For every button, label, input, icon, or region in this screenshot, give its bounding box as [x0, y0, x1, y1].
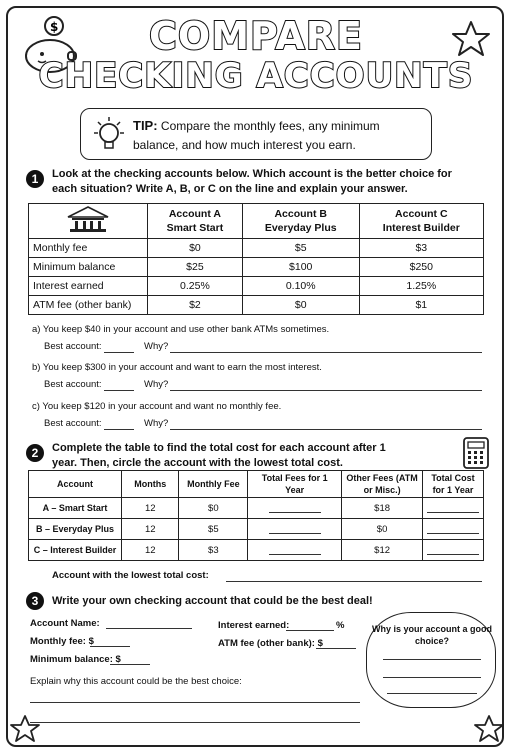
- title-line-1: COMPARE: [149, 14, 363, 58]
- cell: A – Smart Start: [29, 498, 122, 519]
- cell: 12: [122, 519, 179, 540]
- monthly-fee-line[interactable]: [90, 646, 130, 647]
- cell: 0.25%: [148, 277, 243, 296]
- row-label: Minimum balance: [29, 258, 148, 277]
- table-row: [29, 519, 484, 540]
- cell: C – Interest Builder: [29, 540, 122, 561]
- section-number-2: 2: [26, 444, 44, 462]
- section-3-instruction: Write your own checking account that could be the best deal!: [52, 595, 373, 607]
- why-label: Why?: [144, 379, 169, 390]
- cell: 12: [122, 498, 179, 519]
- bubble-line[interactable]: [383, 659, 481, 660]
- min-balance-label: Minimum balance: $: [30, 654, 121, 665]
- section-number-3: 3: [26, 592, 44, 610]
- best-account-label: Best account:: [44, 418, 102, 429]
- cell: $250: [359, 258, 483, 277]
- col-total-fees: Total Fees for 1 Year: [248, 471, 342, 498]
- lowest-cost-line[interactable]: [226, 581, 482, 582]
- tip-text: [133, 116, 423, 155]
- bubble-prompt: [367, 623, 497, 647]
- bubble-text: Why is your account a good choice?: [371, 624, 492, 646]
- total-cost-table: [28, 470, 484, 561]
- col-account-b: [242, 204, 359, 239]
- cell: $1: [359, 296, 483, 315]
- account-name-line[interactable]: [106, 628, 192, 629]
- cell: $5: [179, 519, 248, 540]
- col-b-line2: Everyday Plus: [264, 222, 337, 234]
- col-account-a: [148, 204, 243, 239]
- table-row: [29, 277, 484, 296]
- total-cost-input[interactable]: [423, 540, 484, 561]
- title-line-2: CHECKING ACCOUNTS: [38, 56, 474, 96]
- explanation-line[interactable]: [170, 429, 482, 430]
- col-c-line2: Interest Builder: [382, 222, 460, 234]
- star-icon: [10, 714, 40, 744]
- total-cost-input[interactable]: [423, 498, 484, 519]
- cell: $3: [179, 540, 248, 561]
- explain-line[interactable]: [30, 702, 360, 703]
- col-c-line1: Account C: [395, 208, 448, 220]
- explain-line[interactable]: [30, 722, 360, 723]
- svg-text:$: $: [50, 20, 59, 34]
- star-icon: [474, 714, 504, 744]
- cell: $0: [342, 519, 423, 540]
- bank-icon: [66, 205, 110, 233]
- interest-line[interactable]: [286, 630, 334, 631]
- percent-sign: %: [336, 620, 345, 631]
- row-label: Interest earned: [29, 277, 148, 296]
- cell: $0: [242, 296, 359, 315]
- bubble-line[interactable]: [383, 677, 481, 678]
- total-fees-input[interactable]: [248, 540, 342, 561]
- cell: 1.25%: [359, 277, 483, 296]
- col-months: Months: [122, 471, 179, 498]
- answer-line[interactable]: [104, 429, 134, 430]
- cell: $25: [148, 258, 243, 277]
- monthly-fee-label: Monthly fee: $: [30, 636, 94, 647]
- total-fees-input[interactable]: [248, 519, 342, 540]
- table-row: [29, 258, 484, 277]
- answer-line[interactable]: [104, 352, 134, 353]
- why-label: Why?: [144, 418, 169, 429]
- table-row: [29, 239, 484, 258]
- cell: $2: [148, 296, 243, 315]
- col-monthly-fee: Monthly Fee: [179, 471, 248, 498]
- question-b: b) You keep $300 in your account and want to earn the most interest.: [32, 362, 322, 373]
- tip-label: TIP:: [133, 118, 158, 133]
- table-row: [29, 498, 484, 519]
- tip-body: Compare the monthly fees, any minimum balance, and how much interest you earn.: [133, 119, 380, 152]
- cell: $0: [179, 498, 248, 519]
- best-account-label: Best account:: [44, 341, 102, 352]
- lightbulb-icon: [91, 115, 127, 155]
- col-a-line2: Smart Start: [166, 222, 224, 234]
- cell: $5: [242, 239, 359, 258]
- section-2-instruction: Complete the table to find the total cost for each account after 1 year. Then, circle the account with the lowest total cost.: [52, 442, 386, 469]
- atm-fee-line[interactable]: [316, 648, 356, 649]
- cell: $12: [342, 540, 423, 561]
- cell: $100: [242, 258, 359, 277]
- col-b-line1: Account B: [274, 208, 327, 220]
- cell: 12: [122, 540, 179, 561]
- cell: $18: [342, 498, 423, 519]
- row-label: Monthly fee: [29, 239, 148, 258]
- min-balance-line[interactable]: [110, 664, 150, 665]
- question-c: c) You keep $120 in your account and want no monthly fee.: [32, 401, 282, 412]
- answer-line[interactable]: [104, 390, 134, 391]
- thought-bubble: [366, 612, 496, 708]
- col-a-line1: Account A: [168, 208, 221, 220]
- total-fees-input[interactable]: [248, 498, 342, 519]
- explanation-line[interactable]: [170, 352, 482, 353]
- table-row: [29, 540, 484, 561]
- why-label: Why?: [144, 341, 169, 352]
- row-label: ATM fee (other bank): [29, 296, 148, 315]
- account-name-label: Account Name:: [30, 618, 100, 629]
- section-number-1: 1: [26, 170, 44, 188]
- col-account-c: [359, 204, 483, 239]
- lowest-cost-label: Account with the lowest total cost:: [52, 570, 209, 581]
- bubble-line[interactable]: [387, 693, 477, 694]
- cell: $3: [359, 239, 483, 258]
- explain-label: Explain why this account could be the best choice:: [30, 676, 242, 687]
- accounts-table: [28, 203, 484, 315]
- col-total-cost: Total Cost for 1 Year: [423, 471, 484, 498]
- cell: 0.10%: [242, 277, 359, 296]
- col-account: Account: [29, 471, 122, 498]
- section-1-instruction: Look at the checking accounts below. Which account is the better choice for each situation? Write A, B, or C on the line and explain your answer.: [52, 168, 452, 195]
- best-account-label: Best account:: [44, 379, 102, 390]
- explanation-line[interactable]: [170, 390, 482, 391]
- table-row: [29, 296, 484, 315]
- col-other-fees: Other Fees (ATM or Misc.): [342, 471, 423, 498]
- tip-box: [80, 108, 432, 160]
- atm-fee-label: ATM fee (other bank): $: [218, 638, 323, 649]
- total-cost-input[interactable]: [423, 519, 484, 540]
- interest-label: Interest earned:: [218, 620, 290, 631]
- cell: B – Everyday Plus: [29, 519, 122, 540]
- question-a: a) You keep $40 in your account and use other bank ATMs sometimes.: [32, 324, 330, 335]
- calculator-icon: [462, 436, 490, 470]
- cell: $0: [148, 239, 243, 258]
